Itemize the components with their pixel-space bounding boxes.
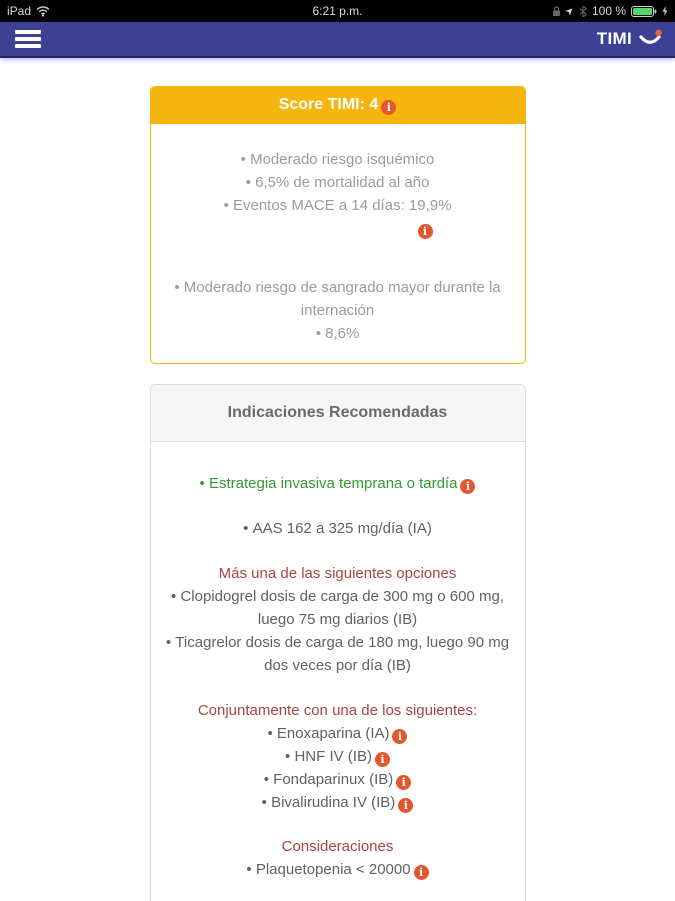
status-bar xyxy=(0,0,675,22)
wifi-icon xyxy=(36,6,50,17)
anticoagulant-label: Fondaparinux (IB) xyxy=(273,771,394,788)
risk-item: • Moderado riesgo isquémico xyxy=(165,148,511,171)
anticoagulant-label: HNF IV (IB) xyxy=(294,748,372,765)
score-card-header xyxy=(151,87,525,124)
strategy-item xyxy=(163,472,513,495)
info-icon[interactable]: i xyxy=(381,100,396,115)
antiplatelet-option: • Ticagrelor dosis de carga de 180 mg, luego 90 mg dos veces por día (IB) xyxy=(163,631,513,677)
anticoagulant-header: Conjuntamente con una de los siguientes: xyxy=(197,702,478,719)
consideration-label: Plaquetopenia < 20000 xyxy=(255,861,411,878)
battery-percent: 100 % xyxy=(591,4,626,18)
battery-icon xyxy=(631,6,657,17)
charging-bolt-icon xyxy=(662,6,668,16)
score-card xyxy=(150,86,526,364)
info-icon[interactable]: i xyxy=(396,775,411,790)
info-icon[interactable]: i xyxy=(392,729,407,744)
score-card-body xyxy=(151,124,525,363)
indications-card xyxy=(150,384,526,901)
bleeding-item: • Moderado riesgo de sangrado mayor durante la internación xyxy=(165,276,511,322)
info-icon[interactable]: i xyxy=(460,479,475,494)
indications-card-header: Indicaciones Recomendadas xyxy=(151,385,525,442)
consideration-item xyxy=(163,858,513,881)
anticoagulant-option xyxy=(163,768,513,791)
hamburger-icon xyxy=(15,30,41,34)
info-icon[interactable]: i xyxy=(375,752,390,767)
info-icon[interactable]: i xyxy=(418,224,433,239)
location-icon: ➤ xyxy=(562,4,577,18)
smile-logo-icon xyxy=(638,28,662,50)
indications-card-body xyxy=(151,442,525,901)
antiplatelet-header: Más una de las siguientes opciones xyxy=(218,565,457,582)
risk-item: • Eventos MACE a 14 días: 19,9% xyxy=(165,194,511,217)
info-icon[interactable]: i xyxy=(414,865,429,880)
anticoagulant-option xyxy=(163,722,513,745)
status-time: 6:21 p.m. xyxy=(312,4,363,18)
device-label: iPad xyxy=(7,4,32,18)
anticoagulant-label: Bivalirudina IV (IB) xyxy=(271,794,396,811)
strategy-label: Estrategia invasiva temprana o tardía xyxy=(208,475,458,492)
anticoagulant-option xyxy=(163,791,513,814)
score-title: Score TIMI: 4 xyxy=(278,96,379,113)
mace-info-line xyxy=(251,217,526,240)
bluetooth-icon xyxy=(579,6,587,17)
navbar xyxy=(0,22,675,58)
main-content xyxy=(150,86,526,901)
risk-item: • 6,5% de mortalidad al año xyxy=(165,171,511,194)
antiplatelet-option: • Clopidogrel dosis de carga de 300 mg o 600 mg, luego 75 mg diarios (IB) xyxy=(163,585,513,631)
info-icon[interactable]: i xyxy=(398,798,413,813)
considerations-header: Consideraciones xyxy=(281,838,394,855)
orientation-lock-icon xyxy=(552,6,561,17)
brand-title: TIMI xyxy=(596,29,632,48)
bleeding-value: • 8,6% xyxy=(165,322,511,345)
anticoagulant-label: Enoxaparina (IA) xyxy=(276,725,390,742)
hamburger-icon xyxy=(15,44,41,48)
app-brand[interactable] xyxy=(597,28,662,50)
menu-button[interactable] xyxy=(13,26,43,52)
hamburger-icon xyxy=(15,37,41,41)
anticoagulant-option xyxy=(163,745,513,768)
aspirin-item: • AAS 162 a 325 mg/día (IA) xyxy=(163,517,513,540)
